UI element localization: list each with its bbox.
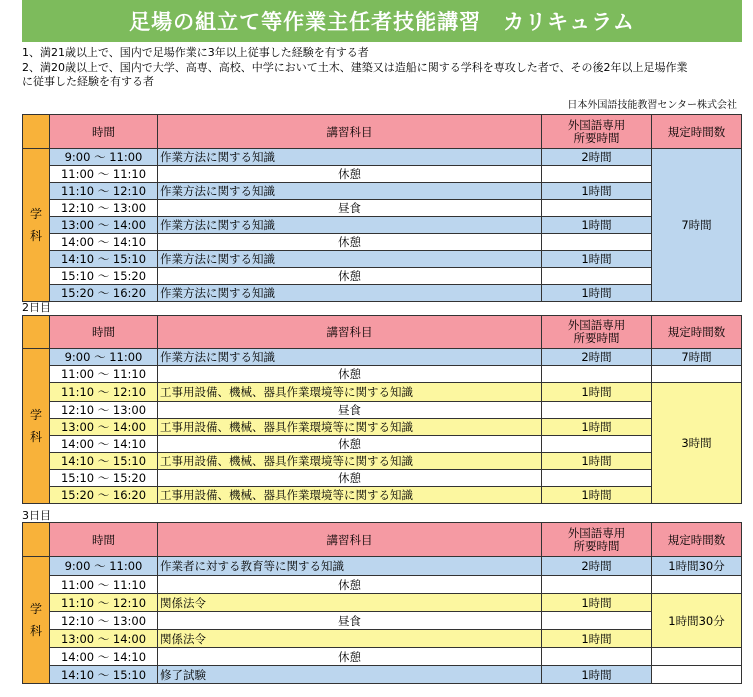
table-header-row	[23, 523, 742, 557]
gakka-label: 学 科	[23, 149, 50, 302]
day2-schedule-table	[22, 315, 742, 504]
header-time: 時間	[50, 523, 158, 557]
day3-schedule-table	[22, 522, 742, 684]
table-header-row	[23, 115, 742, 149]
table-row: 14:10 ～ 15:10 作業方法に関する知識 1時間	[23, 251, 742, 268]
day2-required-hours-b: 3時間	[652, 383, 742, 504]
gakka-label: 学 科	[23, 557, 50, 684]
table-row: 12:10 ～ 13:00 昼食	[23, 612, 742, 630]
table-row: 11:10 ～ 12:10 作業方法に関する知識 1時間	[23, 183, 742, 200]
table-row: 15:10 ～ 15:20 休憩	[23, 470, 742, 487]
table-row: 学 科 9:00 ～ 11:00 作業方法に関する知識 2時間 7時間	[23, 149, 742, 166]
eligibility-note-3: に従事した経験を有する者	[22, 75, 154, 88]
header-foreign-hours: 外国語専用 所要時間	[542, 316, 652, 349]
table-row: 12:10 ～ 13:00 昼食	[23, 200, 742, 217]
table-row: 15:20 ～ 16:20 工事用設備、機械、器具作業環境等に関する知識 1時間	[23, 487, 742, 504]
header-corner	[23, 316, 50, 349]
table-row: 11:00 ～ 11:10 休憩	[23, 576, 742, 594]
day3-required-hours-b: 1時間30分	[652, 594, 742, 648]
header-required-hours: 規定時間数	[652, 523, 742, 557]
gakka-label: 学 科	[23, 349, 50, 504]
day1-schedule-table	[22, 114, 742, 302]
table-row: 学 科 9:00 ～ 11:00 作業者に対する教育等に関する知識 2時間 1時間30分	[23, 557, 742, 576]
header-corner	[23, 115, 50, 149]
header-foreign-hours: 外国語専用 所要時間	[542, 115, 652, 149]
table-row: 13:00 ～ 14:00 関係法令 1時間	[23, 630, 742, 648]
company-name: 日本外国語技能教習センター株式会社	[567, 100, 737, 111]
header-corner	[23, 523, 50, 557]
table-row: 14:10 ～ 15:10 工事用設備、機械、器具作業環境等に関する知識 1時間	[23, 453, 742, 470]
table-header-row	[23, 316, 742, 349]
table-row: 11:00 ～ 11:10 休憩	[23, 366, 742, 383]
eligibility-note-1: 1、満21歳以上で、国内で足場作業に3年以上従事した経験を有する者	[22, 46, 369, 59]
day3-required-hours-a: 1時間30分	[652, 557, 742, 576]
header-subject: 講習科目	[158, 115, 542, 149]
table-row: 13:00 ～ 14:00 作業方法に関する知識 1時間	[23, 217, 742, 234]
day2-label: 2日目	[22, 301, 51, 314]
day2-required-hours-a: 7時間	[652, 349, 742, 366]
header-subject: 講習科目	[158, 316, 542, 349]
header-time: 時間	[50, 316, 158, 349]
table-row: 14:00 ～ 14:10 休憩	[23, 648, 742, 666]
table-row: 14:10 ～ 15:10 修了試験 1時間	[23, 666, 742, 684]
table-row: 15:10 ～ 15:20 休憩	[23, 268, 742, 285]
table-row: 14:00 ～ 14:10 休憩	[23, 234, 742, 251]
header-required-hours: 規定時間数	[652, 316, 742, 349]
table-row: 学 科 9:00 ～ 11:00 作業方法に関する知識 2時間 7時間	[23, 349, 742, 366]
table-row: 14:00 ～ 14:10 休憩	[23, 436, 742, 453]
table-row: 13:00 ～ 14:00 工事用設備、機械、器具作業環境等に関する知識 1時間	[23, 419, 742, 436]
table-row: 11:00 ～ 11:10 休憩	[23, 166, 742, 183]
day1-required-hours: 7時間	[652, 149, 742, 302]
header-time: 時間	[50, 115, 158, 149]
day3-label: 3日目	[22, 509, 51, 522]
header-foreign-hours: 外国語専用 所要時間	[542, 523, 652, 557]
page-title: 足場の組立て等作業主任者技能講習 カリキュラム	[22, 0, 742, 42]
header-required-hours: 規定時間数	[652, 115, 742, 149]
header-subject: 講習科目	[158, 523, 542, 557]
table-row: 11:10 ～ 12:10 工事用設備、機械、器具作業環境等に関する知識 1時間 3時間	[23, 383, 742, 402]
table-row: 12:10 ～ 13:00 昼食	[23, 402, 742, 419]
eligibility-note-2: 2、満20歳以上で、国内で大学、高専、高校、中学において土木、建築又は造船に関する学科を専攻した者で、その後2年以上足場作業	[22, 61, 688, 74]
table-row: 11:10 ～ 12:10 関係法令 1時間 1時間30分	[23, 594, 742, 612]
table-row: 15:20 ～ 16:20 作業方法に関する知識 1時間	[23, 285, 742, 302]
